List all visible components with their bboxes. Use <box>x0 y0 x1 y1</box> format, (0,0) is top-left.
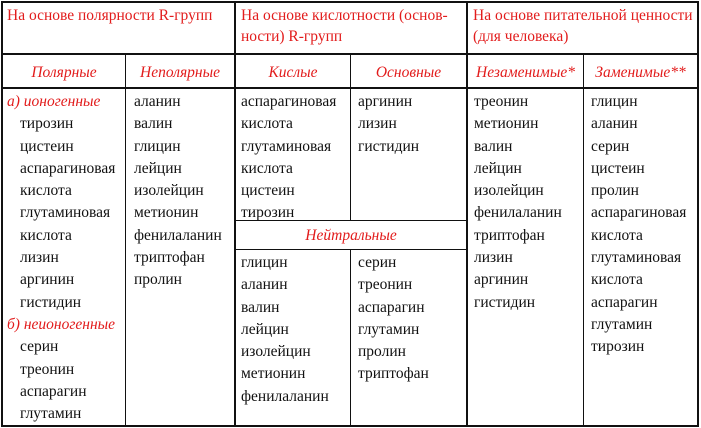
rule-v-essential <box>583 54 584 427</box>
list-item: гистидин <box>20 293 82 311</box>
list-item: аргинин <box>358 93 413 110</box>
list-item: тирозин <box>591 338 645 356</box>
list-item: триптофан <box>134 249 205 267</box>
list-item: лизин <box>358 115 397 133</box>
list-item: цистеин <box>241 182 295 200</box>
list-item: тирозин <box>20 115 74 133</box>
list-item: гистидин <box>358 137 420 155</box>
list-item: треонин <box>20 360 75 378</box>
list-item: глицин <box>241 254 288 271</box>
list-item: фенилаланин <box>474 204 562 222</box>
list-item: лизин <box>20 249 59 267</box>
list-item: фенилаланин <box>134 226 222 244</box>
list-item: лизин <box>474 249 513 267</box>
list-item: аланин <box>134 93 181 110</box>
list-item: глутамин <box>20 405 82 423</box>
list-item: изолейцин <box>474 182 544 200</box>
list-item: лейцин <box>134 159 182 177</box>
list-item: изолейцин <box>134 182 204 200</box>
list-item: аланин <box>591 115 638 133</box>
neutral-right-list <box>358 252 429 386</box>
list-item: кислота <box>241 159 293 177</box>
nonessential-list <box>591 91 686 359</box>
subheader-essential: Незаменимые* <box>476 64 575 81</box>
list-item: пролин <box>591 182 639 200</box>
list-item: треонин <box>474 93 529 110</box>
list-item: метионин <box>241 365 306 383</box>
list-item: лейцин <box>474 159 522 177</box>
rule-v-neutral <box>350 249 351 427</box>
list-item: аргинин <box>20 271 75 289</box>
list-item: кислота <box>20 226 72 244</box>
list-item: триптофан <box>474 226 545 244</box>
list-item: пролин <box>134 271 182 289</box>
list-item: глутамин <box>591 315 653 333</box>
list-item: цистеин <box>591 159 645 177</box>
list-item: фенилаланин <box>241 387 329 405</box>
polar-list <box>7 91 115 425</box>
list-item: глутаминовая <box>241 137 332 155</box>
list-item: изолейцин <box>241 343 311 361</box>
nonpolar-list <box>134 91 222 292</box>
rule-v-polar <box>125 54 126 427</box>
subheader-polar: Полярные <box>31 64 97 81</box>
subheader-neutral: Нейтральные <box>305 227 397 244</box>
list-item: метионин <box>134 204 199 222</box>
list-item: аспарагин <box>20 382 87 400</box>
list-item: цистеин <box>20 137 74 155</box>
list-item: глицин <box>134 137 181 155</box>
list-item: аспарагин <box>358 298 425 316</box>
list-item: валин <box>134 115 173 133</box>
list-item: кислота <box>241 115 293 133</box>
list-item: кислота <box>591 271 643 289</box>
border-right <box>697 1 699 427</box>
list-item: аспарагиновая <box>241 93 337 110</box>
basic-list <box>358 91 419 158</box>
subheader-acidic: Кислые <box>268 64 318 81</box>
subheader-basic: Основные <box>375 64 442 81</box>
neutral-left-list <box>241 252 329 408</box>
header-acidity-line2: ности) R-групп <box>241 28 343 45</box>
list-item: глутаминовая <box>591 249 682 267</box>
list-item: глицин <box>591 93 638 110</box>
list-item: тирозин <box>241 204 295 222</box>
header-polarity: На основе полярности R-групп <box>7 7 213 24</box>
polar-ionogenic-label: а) ионогенные <box>7 93 101 110</box>
acidic-list <box>241 91 336 225</box>
list-item: треонин <box>358 276 413 294</box>
subheader-nonpolar: Неполярные <box>140 64 220 81</box>
list-item: серин <box>358 254 397 271</box>
polar-nonionogenic-label: б) неионогенные <box>7 315 116 333</box>
list-item: гистидин <box>474 293 536 311</box>
list-item: лейцин <box>241 320 289 338</box>
list-item: глутамин <box>358 320 420 338</box>
border-top <box>1 1 699 3</box>
list-item: метионин <box>474 115 539 133</box>
list-item: кислота <box>20 182 72 200</box>
list-item: валин <box>241 298 280 316</box>
header-nutrition-line2: (для человека) <box>473 28 569 45</box>
list-item: глутаминовая <box>20 204 111 222</box>
list-item: аспарагин <box>591 293 658 311</box>
list-item: аланин <box>241 276 288 294</box>
list-item: валин <box>474 137 513 155</box>
header-acidity-line1: На основе кислотности (основ- <box>241 7 448 24</box>
list-item: серин <box>591 137 630 155</box>
list-item: серин <box>20 338 59 356</box>
list-item: пролин <box>358 343 406 361</box>
list-item: аспарагиновая <box>20 159 116 177</box>
header-nutrition-line1: На основе питательной ценности <box>473 7 693 24</box>
essential-list <box>474 91 562 314</box>
list-item: аргинин <box>474 271 529 289</box>
amino-acid-classification-table <box>1 1 699 427</box>
list-item: аспарагиновая <box>591 204 687 222</box>
subheader-nonessential: Заменимые** <box>595 64 686 81</box>
list-item: триптофан <box>358 365 429 383</box>
list-item: кислота <box>591 226 643 244</box>
